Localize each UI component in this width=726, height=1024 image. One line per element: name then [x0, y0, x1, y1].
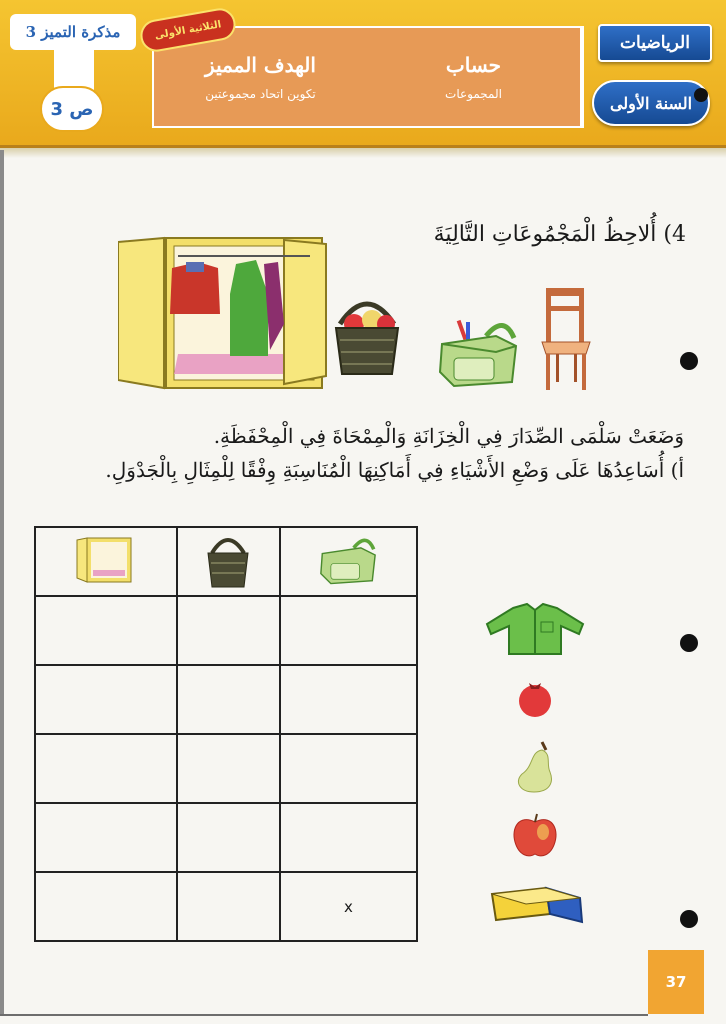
page-edge [0, 150, 4, 1014]
cell-wardrobe[interactable] [35, 872, 177, 941]
term-badge: الثلاثية الأولى [138, 6, 238, 54]
cell-bag[interactable] [280, 803, 418, 872]
question-heading: 4) أُلاحِظُ الْمَجْمُوعَاتِ التَّالِيَةَ [433, 222, 686, 247]
page-number: 37 [648, 950, 704, 1014]
table-row [35, 734, 653, 803]
goal-subtitle: تكوين اتحاد مجموعتين [205, 87, 316, 101]
domain-cell [367, 28, 582, 126]
memo-page-badge: ص 3 [40, 86, 104, 132]
basket-icon [206, 531, 250, 589]
cell-bag[interactable] [280, 734, 418, 803]
punch-hole-icon [680, 910, 698, 928]
subject-label: الرياضيات [598, 24, 712, 62]
instruction-text: أ) أُسَاعِدُهَا عَلَى وَضْعِ الأَشْيَاءِ فِي أَمَاكِنِهَا الْمُنَاسِبَةِ وِفْقًا لِلْمِثَالِ بِالْجَدْوَلِ. [105, 458, 684, 482]
cell-basket[interactable] [177, 872, 279, 941]
domain-title: حساب [445, 53, 502, 77]
cell-bag[interactable] [280, 665, 418, 734]
row-icon-cell [417, 734, 653, 803]
table-row [35, 872, 653, 941]
level-label: السنة الأولى [592, 80, 710, 126]
lesson-info-box [152, 26, 584, 128]
table-row [35, 803, 653, 872]
level-dot-icon [694, 88, 708, 102]
header-empty-corner [417, 527, 653, 596]
cell-wardrobe[interactable] [35, 665, 177, 734]
cell-bag[interactable] [280, 596, 418, 665]
header-cell-wardrobe [35, 527, 177, 596]
cell-wardrobe[interactable] [35, 596, 177, 665]
cell-wardrobe[interactable] [35, 734, 177, 803]
apple-icon [509, 812, 561, 860]
statement-text: وَضَعَتْ سَلْمَى الصِّدَارَ فِي الْخِزَانَةِ وَالْمِمْحَاةَ فِي الْمِحْفَظَةِ. [213, 424, 684, 448]
table-header-row [35, 527, 653, 596]
header-cell-bag [280, 527, 418, 596]
row-icon-cell [417, 665, 653, 734]
bag-icon [318, 535, 378, 585]
memo-title: مذكرة التميز 3 [10, 14, 136, 50]
chair-icon [540, 286, 592, 392]
table-row [35, 596, 653, 665]
cell-bag[interactable]: x [280, 872, 418, 941]
wardrobe-icon [75, 536, 137, 584]
row-icon-cell [417, 596, 653, 665]
jacket-icon [483, 602, 587, 656]
row-icon-cell [417, 872, 653, 941]
punch-hole-icon [680, 634, 698, 652]
header-cell-basket [177, 527, 279, 596]
cell-basket[interactable] [177, 665, 279, 734]
pomegranate-icon [515, 677, 555, 719]
cell-wardrobe[interactable] [35, 803, 177, 872]
bag-icon [436, 318, 520, 388]
goal-title: الهدف المميز [205, 53, 316, 77]
eraser-icon [486, 884, 586, 926]
cell-basket[interactable] [177, 803, 279, 872]
domain-subtitle: المجموعات [445, 87, 502, 101]
cell-basket[interactable] [177, 734, 279, 803]
header-shadow [0, 148, 726, 158]
sorting-table [34, 526, 654, 942]
pear-icon [512, 740, 558, 794]
basket-icon [332, 290, 402, 376]
wardrobe-icon [118, 234, 328, 392]
row-icon-cell [417, 803, 653, 872]
footer-line [0, 1014, 648, 1016]
table-row [35, 665, 653, 734]
punch-hole-icon [680, 352, 698, 370]
cell-basket[interactable] [177, 596, 279, 665]
